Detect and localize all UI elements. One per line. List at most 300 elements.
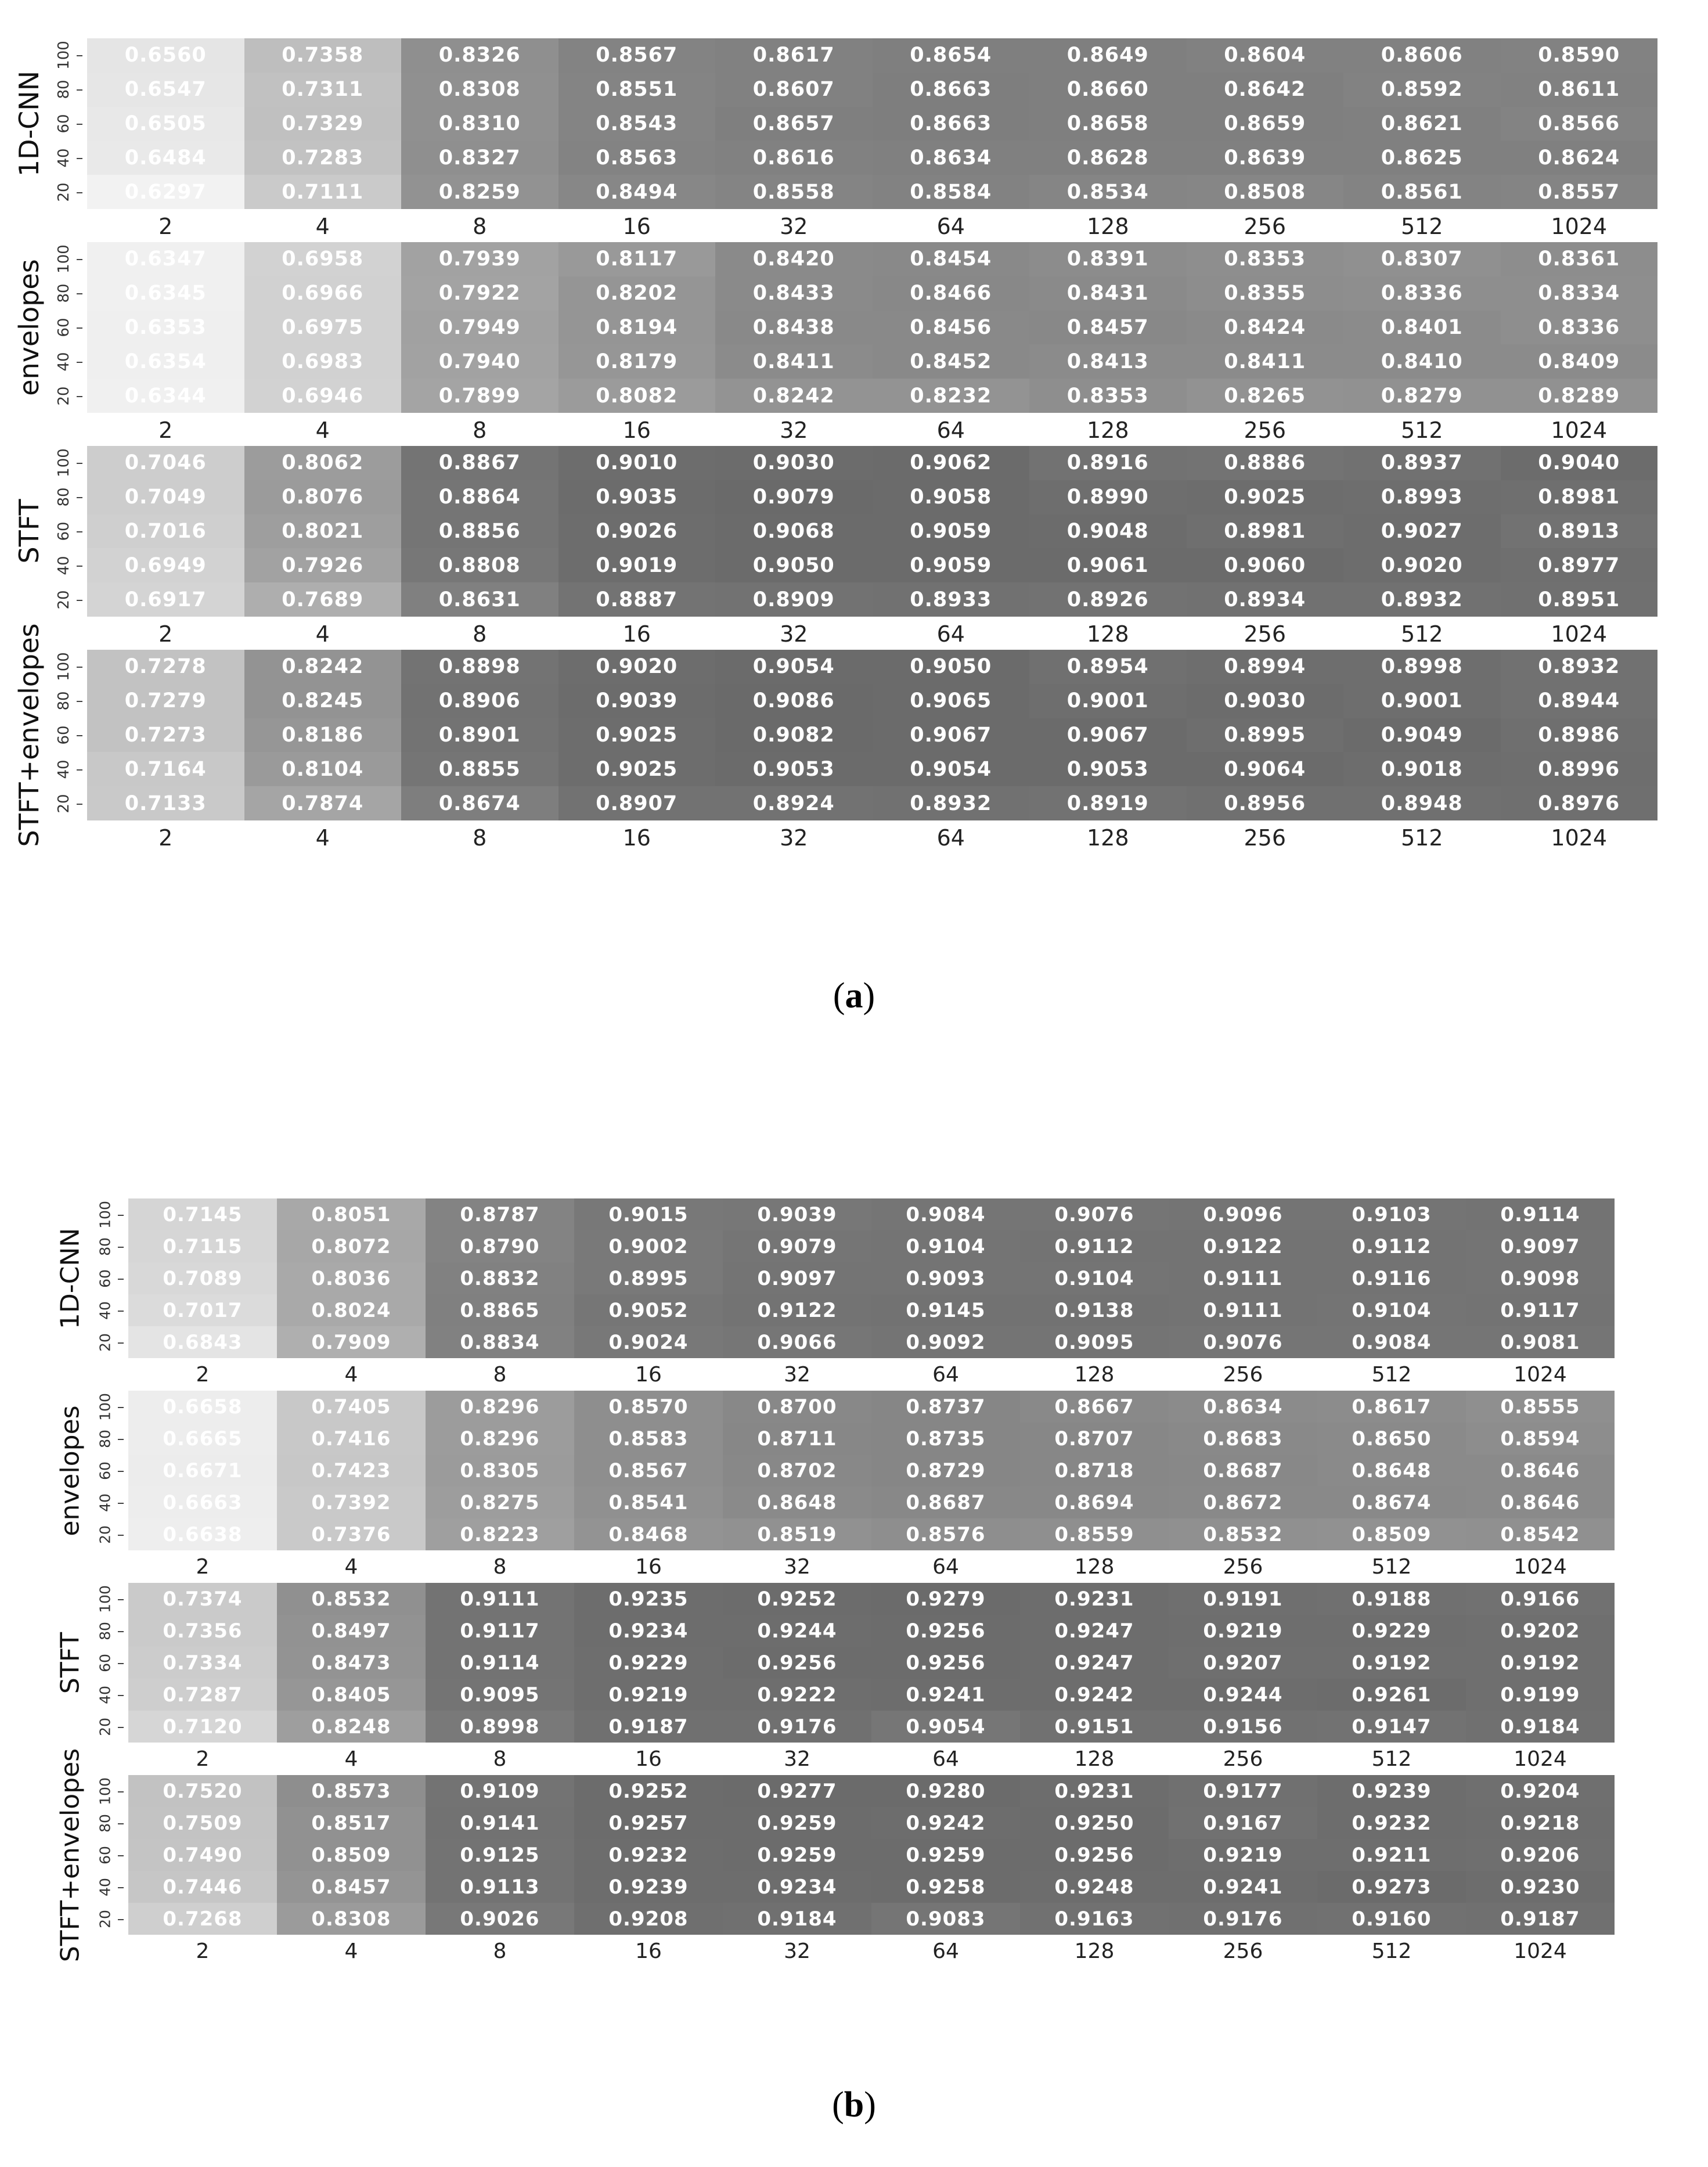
y-tick-mark <box>77 158 82 159</box>
y-tick-mark <box>118 1727 124 1728</box>
heatmap-cell: 0.6946 <box>244 379 402 413</box>
y-tick-label: 80 <box>55 691 73 711</box>
heatmap-cell: 0.9025 <box>1187 480 1344 514</box>
heatmap-cell: 0.8551 <box>558 73 716 107</box>
heatmap-cell: 0.6345 <box>87 276 244 311</box>
heatmap-cell: 0.9235 <box>574 1583 723 1615</box>
heatmap-cell: 0.6958 <box>244 242 402 276</box>
heatmap-cell: 0.8248 <box>277 1711 426 1743</box>
heatmap-cell: 0.8062 <box>244 446 402 480</box>
x-tick-label: 256 <box>1244 214 1287 239</box>
heatmap-cell: 0.8604 <box>1187 38 1344 73</box>
heatmap-cell: 0.9065 <box>873 684 1030 718</box>
heatmap-cell: 0.9067 <box>1029 718 1187 753</box>
y-tick-label: 20 <box>96 1525 114 1544</box>
y-tick-mark <box>77 566 82 567</box>
heatmap-cell: 0.8648 <box>723 1486 871 1518</box>
heatmap-cell: 0.9020 <box>1343 548 1501 582</box>
heatmap-cell: 0.8576 <box>871 1518 1020 1550</box>
y-tick-label: 80 <box>96 1813 114 1833</box>
heatmap-cell: 0.8649 <box>1029 38 1187 73</box>
heatmap-cell: 0.9241 <box>871 1679 1020 1711</box>
heatmap-cell: 0.9219 <box>1169 1839 1317 1871</box>
heatmap-cell: 0.8433 <box>715 276 873 311</box>
group-label: 1D-CNN <box>13 70 45 177</box>
heatmap-cell: 0.9239 <box>1317 1775 1466 1807</box>
x-tick-label: 8 <box>493 1555 507 1579</box>
heatmap-cell: 0.8289 <box>1501 379 1658 413</box>
y-tick-label: 40 <box>96 1685 114 1704</box>
y-tick-mark <box>77 55 82 56</box>
heatmap-cell: 0.7133 <box>87 786 244 820</box>
heatmap-cell: 0.9280 <box>871 1775 1020 1807</box>
y-tick-label: 60 <box>55 521 73 541</box>
heatmap-cell: 0.8555 <box>1466 1391 1615 1423</box>
heatmap-cell: 0.8202 <box>558 276 716 311</box>
heatmap-cell: 0.6843 <box>128 1326 277 1358</box>
heatmap-cell: 0.9030 <box>1187 684 1344 718</box>
heatmap-cell: 0.8326 <box>401 38 558 73</box>
y-tick-label: 60 <box>96 1653 114 1672</box>
heatmap-cell: 0.8245 <box>244 684 402 718</box>
heatmap-cell: 0.8473 <box>277 1647 426 1679</box>
y-tick-label: 40 <box>55 148 73 168</box>
y-tick-label: 60 <box>96 1845 114 1864</box>
heatmap-cell: 0.9232 <box>574 1839 723 1871</box>
heatmap-cell: 0.8886 <box>1187 446 1344 480</box>
y-tick-label: 40 <box>55 556 73 575</box>
heatmap-cell: 0.8932 <box>873 786 1030 820</box>
heatmap-cell: 0.9096 <box>1169 1198 1317 1230</box>
x-tick-label: 4 <box>315 621 330 647</box>
heatmap-cell: 0.8998 <box>426 1711 574 1743</box>
heatmap-cell: 0.8391 <box>1029 242 1187 276</box>
heatmap-cell: 0.9167 <box>1169 1807 1317 1839</box>
x-tick-label: 4 <box>315 214 330 239</box>
heatmap-cell: 0.9086 <box>715 684 873 718</box>
heatmap-cell: 0.9001 <box>1343 684 1501 718</box>
heatmap-cell: 0.9095 <box>1020 1326 1169 1358</box>
x-tick-label: 8 <box>473 621 487 647</box>
x-tick-label: 1024 <box>1514 1555 1567 1579</box>
heatmap-cell: 0.9242 <box>1020 1679 1169 1711</box>
heatmap-cell: 0.8998 <box>1343 650 1501 684</box>
heatmap-cell: 0.9244 <box>723 1615 871 1647</box>
heatmap-cell: 0.9252 <box>574 1775 723 1807</box>
heatmap-cell: 0.9059 <box>873 548 1030 582</box>
y-tick-label: 20 <box>55 386 73 406</box>
heatmap-cell: 0.7268 <box>128 1903 277 1935</box>
heatmap-cell: 0.9066 <box>723 1326 871 1358</box>
heatmap-cell: 0.7689 <box>244 582 402 617</box>
heatmap-cell: 0.9084 <box>1317 1326 1466 1358</box>
heatmap-cell: 0.7939 <box>401 242 558 276</box>
heatmap-cell: 0.9112 <box>1020 1230 1169 1262</box>
heatmap-cell: 0.8051 <box>277 1198 426 1230</box>
heatmap-cell: 0.7405 <box>277 1391 426 1423</box>
heatmap-cell: 0.6663 <box>128 1486 277 1518</box>
heatmap-cell: 0.8658 <box>1029 107 1187 141</box>
heatmap-cell: 0.7334 <box>128 1647 277 1679</box>
heatmap-cell: 0.9054 <box>871 1711 1020 1743</box>
heatmap-cell: 0.8305 <box>426 1455 574 1486</box>
x-tick-label: 128 <box>1074 1747 1115 1771</box>
heatmap-cell: 0.9116 <box>1317 1262 1466 1294</box>
heatmap-cell: 0.9147 <box>1317 1711 1466 1743</box>
y-tick-label: 100 <box>55 448 73 478</box>
y-tick-mark <box>77 124 82 125</box>
y-tick-label: 20 <box>96 1909 114 1928</box>
heatmap-cell: 0.8563 <box>558 141 716 175</box>
heatmap-cell: 0.9279 <box>871 1583 1020 1615</box>
x-tick-label: 4 <box>344 1555 358 1579</box>
heatmap-cell: 0.8864 <box>401 480 558 514</box>
heatmap-cell: 0.8296 <box>426 1423 574 1455</box>
heatmap-cell: 0.8981 <box>1187 514 1344 549</box>
heatmap-cell: 0.7509 <box>128 1807 277 1839</box>
heatmap-cell: 0.7016 <box>87 514 244 549</box>
x-tick-label: 1024 <box>1514 1939 1567 1963</box>
x-tick-label: 256 <box>1244 621 1287 647</box>
heatmap-cell: 0.8977 <box>1501 548 1658 582</box>
heatmap-cell: 0.9027 <box>1343 514 1501 549</box>
heatmap-cell: 0.9187 <box>1466 1903 1615 1935</box>
heatmap-cell: 0.9081 <box>1466 1326 1615 1358</box>
heatmap-cell: 0.8621 <box>1343 107 1501 141</box>
y-tick-mark <box>77 735 82 736</box>
heatmap-cell: 0.9035 <box>558 480 716 514</box>
x-tick-label: 32 <box>780 417 808 443</box>
heatmap-cell: 0.9025 <box>558 752 716 786</box>
heatmap-cell: 0.9097 <box>1466 1230 1615 1262</box>
heatmap-cell: 0.8787 <box>426 1198 574 1230</box>
heatmap-cell: 0.8456 <box>873 311 1030 345</box>
y-tick-label: 40 <box>55 352 73 372</box>
heatmap-cell: 0.8986 <box>1501 718 1658 753</box>
heatmap-cell: 0.7940 <box>401 344 558 379</box>
heatmap-cell: 0.9229 <box>1317 1615 1466 1647</box>
heatmap-cell: 0.9054 <box>873 752 1030 786</box>
x-tick-label: 1024 <box>1551 417 1608 443</box>
x-tick-label: 8 <box>493 1363 507 1387</box>
heatmap-cell: 0.9097 <box>723 1262 871 1294</box>
heatmap-cell: 0.9247 <box>1020 1647 1169 1679</box>
heatmap-cell: 0.8557 <box>1501 175 1658 209</box>
heatmap-cell: 0.9067 <box>873 718 1030 753</box>
x-tick-label: 128 <box>1074 1939 1115 1963</box>
x-tick-label: 2 <box>196 1555 210 1579</box>
heatmap-cell: 0.8956 <box>1187 786 1344 820</box>
y-tick-label: 60 <box>96 1269 114 1288</box>
heatmap-cell: 0.8438 <box>715 311 873 345</box>
heatmap-cell: 0.8509 <box>1317 1518 1466 1550</box>
x-tick-label: 64 <box>932 1939 959 1963</box>
x-tick-label: 16 <box>622 825 651 851</box>
x-tick-label: 1024 <box>1514 1363 1567 1387</box>
y-tick-mark <box>118 1439 124 1440</box>
heatmap-cell: 0.8353 <box>1187 242 1344 276</box>
heatmap-cell: 0.8951 <box>1501 582 1658 617</box>
x-tick-label: 256 <box>1223 1747 1263 1771</box>
y-tick-label: 60 <box>55 114 73 134</box>
heatmap-cell: 0.7909 <box>277 1326 426 1358</box>
heatmap-cell: 0.8076 <box>244 480 402 514</box>
heatmap-cell: 0.9204 <box>1466 1775 1615 1807</box>
heatmap-cell: 0.8590 <box>1501 38 1658 73</box>
heatmap-cell: 0.8617 <box>715 38 873 73</box>
y-tick-mark <box>118 1311 124 1312</box>
x-tick-label: 2 <box>158 825 173 851</box>
x-tick-label: 64 <box>936 417 965 443</box>
heatmap-cell: 0.9064 <box>1187 752 1344 786</box>
heatmap-cell: 0.8674 <box>1317 1486 1466 1518</box>
y-tick-label: 20 <box>96 1717 114 1736</box>
heatmap-cell: 0.9122 <box>1169 1230 1317 1262</box>
heatmap-cell: 0.8650 <box>1317 1423 1466 1455</box>
heatmap-cell: 0.8508 <box>1187 175 1344 209</box>
heatmap-cell: 0.6560 <box>87 38 244 73</box>
heatmap-cell: 0.8924 <box>715 786 873 820</box>
heatmap-cell: 0.9192 <box>1466 1647 1615 1679</box>
heatmap-cell: 0.6658 <box>128 1391 277 1423</box>
heatmap-cell: 0.9114 <box>1466 1198 1615 1230</box>
y-tick-mark <box>118 1535 124 1536</box>
heatmap-cell: 0.8334 <box>1501 276 1658 311</box>
heatmap-cell: 0.9176 <box>723 1711 871 1743</box>
heatmap-cell: 0.8308 <box>401 73 558 107</box>
heatmap-cell: 0.8916 <box>1029 446 1187 480</box>
heatmap-cell: 0.9207 <box>1169 1647 1317 1679</box>
heatmap-cell: 0.9257 <box>574 1807 723 1839</box>
heatmap-cell: 0.8275 <box>426 1486 574 1518</box>
y-tick-mark <box>77 769 82 771</box>
heatmap-cell: 0.9059 <box>873 514 1030 549</box>
heatmap-cell: 0.8694 <box>1020 1486 1169 1518</box>
heatmap-cell: 0.9109 <box>426 1775 574 1807</box>
x-tick-label: 512 <box>1371 1363 1412 1387</box>
heatmap-cell: 0.6505 <box>87 107 244 141</box>
heatmap-cell: 0.9166 <box>1466 1583 1615 1615</box>
heatmap-cell: 0.8541 <box>574 1486 723 1518</box>
x-tick-label: 16 <box>622 214 651 239</box>
heatmap-cell: 0.8494 <box>558 175 716 209</box>
y-tick-mark <box>118 1407 124 1408</box>
heatmap-cell: 0.8497 <box>277 1615 426 1647</box>
heatmap-cell: 0.7120 <box>128 1711 277 1743</box>
x-tick-label: 128 <box>1074 1555 1115 1579</box>
x-tick-label: 32 <box>784 1939 810 1963</box>
x-tick-label: 4 <box>315 825 330 851</box>
heatmap-cell: 0.7374 <box>128 1583 277 1615</box>
x-tick-label: 1024 <box>1551 825 1608 851</box>
heatmap-cell: 0.8082 <box>558 379 716 413</box>
heatmap-cell: 0.9125 <box>426 1839 574 1871</box>
heatmap-cell: 0.8834 <box>426 1326 574 1358</box>
y-tick-label: 80 <box>96 1237 114 1256</box>
y-tick-mark <box>77 701 82 702</box>
heatmap-cell: 0.8729 <box>871 1455 1020 1486</box>
heatmap-cell: 0.6344 <box>87 379 244 413</box>
heatmap-cell: 0.8072 <box>277 1230 426 1262</box>
heatmap-cell: 0.8687 <box>871 1486 1020 1518</box>
x-tick-label: 256 <box>1223 1363 1263 1387</box>
y-tick-label: 80 <box>96 1429 114 1448</box>
heatmap-cell: 0.6975 <box>244 311 402 345</box>
heatmap-cell: 0.9141 <box>426 1807 574 1839</box>
heatmap-cell: 0.8583 <box>574 1423 723 1455</box>
y-tick-label: 80 <box>55 80 73 99</box>
heatmap-cell: 0.8336 <box>1501 311 1658 345</box>
heatmap-cell: 0.8954 <box>1029 650 1187 684</box>
heatmap-cell: 0.8104 <box>244 752 402 786</box>
heatmap-cell: 0.9163 <box>1020 1903 1169 1935</box>
y-tick-label: 20 <box>55 794 73 813</box>
heatmap-cell: 0.8279 <box>1343 379 1501 413</box>
y-tick-label: 80 <box>96 1621 114 1640</box>
heatmap-cell: 0.7145 <box>128 1198 277 1230</box>
x-tick-label: 64 <box>932 1555 959 1579</box>
heatmap-cell: 0.8594 <box>1466 1423 1615 1455</box>
heatmap-cell: 0.8634 <box>873 141 1030 175</box>
heatmap-cell: 0.9103 <box>1317 1198 1466 1230</box>
heatmap-cell: 0.8617 <box>1317 1391 1466 1423</box>
heatmap-cell: 0.9156 <box>1169 1711 1317 1743</box>
heatmap-cell: 0.7358 <box>244 38 402 73</box>
heatmap-cell: 0.7278 <box>87 650 244 684</box>
heatmap-cell: 0.9018 <box>1343 752 1501 786</box>
heatmap-cell: 0.9208 <box>574 1903 723 1935</box>
x-tick-label: 512 <box>1400 417 1443 443</box>
heatmap-cell: 0.8307 <box>1343 242 1501 276</box>
heatmap-cell: 0.9244 <box>1169 1679 1317 1711</box>
x-tick-label: 256 <box>1223 1939 1263 1963</box>
y-tick-label: 100 <box>96 1200 114 1229</box>
y-tick-mark <box>118 1887 124 1888</box>
heatmap-cell: 0.6484 <box>87 141 244 175</box>
heatmap-cell: 0.9232 <box>1317 1807 1466 1839</box>
heatmap-cell: 0.8296 <box>426 1391 574 1423</box>
y-tick-mark <box>77 804 82 805</box>
heatmap-cell: 0.8700 <box>723 1391 871 1423</box>
heatmap-cell: 0.9050 <box>873 650 1030 684</box>
heatmap-cell: 0.6665 <box>128 1423 277 1455</box>
heatmap-cell: 0.9188 <box>1317 1583 1466 1615</box>
heatmap-cell: 0.9252 <box>723 1583 871 1615</box>
x-tick-label: 4 <box>315 417 330 443</box>
heatmap-cell: 0.8179 <box>558 344 716 379</box>
heatmap-cell: 0.8707 <box>1020 1423 1169 1455</box>
heatmap-cell: 0.8901 <box>401 718 558 753</box>
heatmap-cell: 0.9095 <box>426 1679 574 1711</box>
heatmap-cell: 0.8242 <box>715 379 873 413</box>
heatmap-cell: 0.9259 <box>871 1839 1020 1871</box>
heatmap-cell: 0.9093 <box>871 1262 1020 1294</box>
heatmap-cell: 0.7899 <box>401 379 558 413</box>
heatmap-cell: 0.8452 <box>873 344 1030 379</box>
heatmap-cell: 0.8993 <box>1343 480 1501 514</box>
y-tick-label: 20 <box>96 1333 114 1352</box>
heatmap-cell: 0.8625 <box>1343 141 1501 175</box>
heatmap-cell: 0.8573 <box>277 1775 426 1807</box>
heatmap-cell: 0.7874 <box>244 786 402 820</box>
x-tick-label: 64 <box>932 1747 959 1771</box>
heatmap-cell: 0.6353 <box>87 311 244 345</box>
heatmap-cell: 0.9010 <box>558 446 716 480</box>
y-tick-label: 100 <box>96 1777 114 1805</box>
heatmap-cell: 0.9024 <box>574 1326 723 1358</box>
heatmap-cell: 0.9151 <box>1020 1711 1169 1743</box>
y-tick-mark <box>77 497 82 498</box>
heatmap-cell: 0.9020 <box>558 650 716 684</box>
y-tick-label: 100 <box>55 244 73 274</box>
heatmap-cell: 0.8646 <box>1466 1455 1615 1486</box>
heatmap-cell: 0.8657 <box>715 107 873 141</box>
heatmap-cell: 0.8937 <box>1343 446 1501 480</box>
x-tick-label: 1024 <box>1551 621 1608 647</box>
heatmap-cell: 0.8411 <box>715 344 873 379</box>
heatmap-cell: 0.9058 <box>873 480 1030 514</box>
x-tick-label: 1024 <box>1514 1747 1567 1771</box>
y-tick-label: 100 <box>55 652 73 682</box>
heatmap-cell: 0.8543 <box>558 107 716 141</box>
heatmap-cell: 0.8542 <box>1466 1518 1615 1550</box>
x-tick-label: 16 <box>635 1555 662 1579</box>
x-tick-label: 512 <box>1400 214 1443 239</box>
caption-a-letter: a <box>845 976 863 1016</box>
x-tick-label: 16 <box>635 1363 662 1387</box>
heatmap-cell: 0.9112 <box>1317 1230 1466 1262</box>
heatmap-cell: 0.6917 <box>87 582 244 617</box>
heatmap-cell: 0.8607 <box>715 73 873 107</box>
heatmap-cell: 0.8509 <box>277 1839 426 1871</box>
heatmap-cell: 0.8021 <box>244 514 402 549</box>
heatmap-cell: 0.7490 <box>128 1839 277 1871</box>
heatmap-cell: 0.6547 <box>87 73 244 107</box>
heatmap-cell: 0.8981 <box>1501 480 1658 514</box>
heatmap-cell: 0.9060 <box>1187 548 1344 582</box>
x-tick-label: 4 <box>344 1747 358 1771</box>
heatmap-cell: 0.9030 <box>715 446 873 480</box>
heatmap-cell: 0.9259 <box>723 1839 871 1871</box>
x-tick-label: 128 <box>1074 1363 1115 1387</box>
x-tick-label: 512 <box>1400 825 1443 851</box>
heatmap-cell: 0.9242 <box>871 1807 1020 1839</box>
x-tick-label: 32 <box>784 1555 810 1579</box>
heatmap-cell: 0.8592 <box>1343 73 1501 107</box>
heatmap-cell: 0.8624 <box>1501 141 1658 175</box>
y-tick-mark <box>118 1663 124 1664</box>
heatmap-cell: 0.8909 <box>715 582 873 617</box>
caption-a: (a) <box>833 976 875 1016</box>
x-tick-label: 32 <box>784 1747 810 1771</box>
heatmap-cell: 0.9079 <box>723 1230 871 1262</box>
x-tick-label: 64 <box>936 825 965 851</box>
heatmap-cell: 0.8466 <box>873 276 1030 311</box>
heatmap-cell: 0.9259 <box>723 1807 871 1839</box>
heatmap-cell: 0.8361 <box>1501 242 1658 276</box>
y-tick-mark <box>77 396 82 397</box>
y-tick-mark <box>118 1342 124 1344</box>
heatmap-cell: 0.7115 <box>128 1230 277 1262</box>
heatmap-cell: 0.8642 <box>1187 73 1344 107</box>
heatmap-cell: 0.8667 <box>1020 1391 1169 1423</box>
heatmap-cell: 0.8994 <box>1187 650 1344 684</box>
y-tick-label: 40 <box>96 1877 114 1896</box>
y-tick-mark <box>118 1215 124 1216</box>
group-label: 1D-CNN <box>55 1228 85 1329</box>
heatmap-cell: 0.8865 <box>426 1294 574 1326</box>
heatmap-cell: 0.8401 <box>1343 311 1501 345</box>
